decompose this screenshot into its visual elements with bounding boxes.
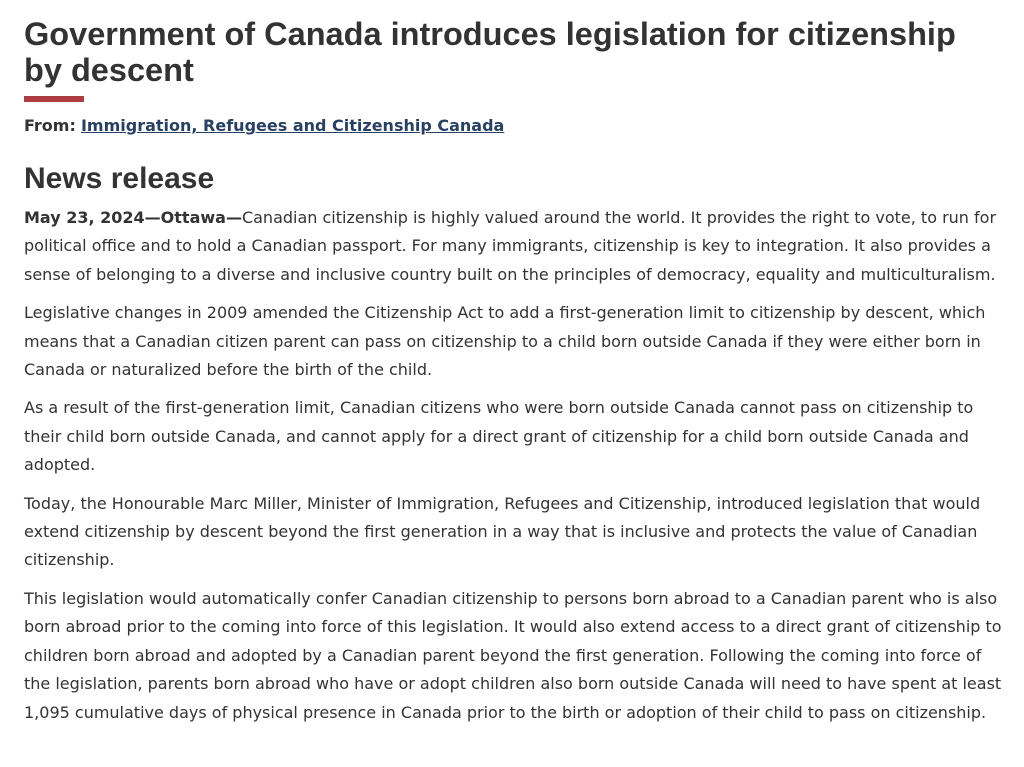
department-link[interactable]: Immigration, Refugees and Citizenship Canada bbox=[80, 116, 505, 135]
paragraph-1-text: Canadian citizenship is highly valued around the world. It provides the right to vote, to run for political office and to hold a Canadian passport. For many immigrants, citizenship is key to integration. It also provides a sense of belonging to a diverse and inclusive country built on the principles of democracy, equality and multiculturalism. bbox=[24, 208, 997, 284]
article-body bbox=[24, 204, 1002, 727]
paragraph-5: This legislation would automatically confer Canadian citizenship to persons born abroad to a Canadian parent who is also born abroad prior to the coming into force of this legislation. It would also extend access to a direct grant of citizenship to children born abroad and adopted by a Canadian parent beyond the first generation. Following the coming into force of the legislation, parents born abroad who have or adopt children also born outside Canada will need to have spent at least 1,095 cumulative days of physical presence in Canada prior to the birth or adoption of their child to pass on citizenship. bbox=[24, 588, 1002, 722]
page-title: Government of Canada introduces legislation for citizenship by descent bbox=[24, 16, 956, 88]
paragraph-2: Legislative changes in 2009 amended the Citizenship Act to add a first-generation limit to citizenship by descent, which means that a Canadian citizen parent can pass on citizenship to a child born outside Canada if they were either born in Canada or naturalized before the birth of the child. bbox=[24, 303, 986, 380]
section-heading: News release bbox=[24, 162, 215, 195]
paragraph-4: Today, the Honourable Marc Miller, Minister of Immigration, Refugees and Citizenship, introduced legislation that would extend citizenship by descent beyond the first generation in a way that is inclusive and protects the value of Canadian citizenship. bbox=[24, 493, 981, 570]
from-line bbox=[24, 114, 1002, 138]
paragraph-1 bbox=[24, 204, 1002, 289]
from-label: From: bbox=[24, 116, 76, 135]
dateline: May 23, 2024—Ottawa— bbox=[24, 208, 242, 227]
paragraph-3: As a result of the first-generation limit, Canadian citizens who were born outside Canada cannot pass on citizenship to their child born outside Canada, and cannot apply for a direct grant of citizenship for a child born outside Canada and adopted. bbox=[24, 398, 974, 475]
title-underline-rule bbox=[24, 96, 84, 102]
